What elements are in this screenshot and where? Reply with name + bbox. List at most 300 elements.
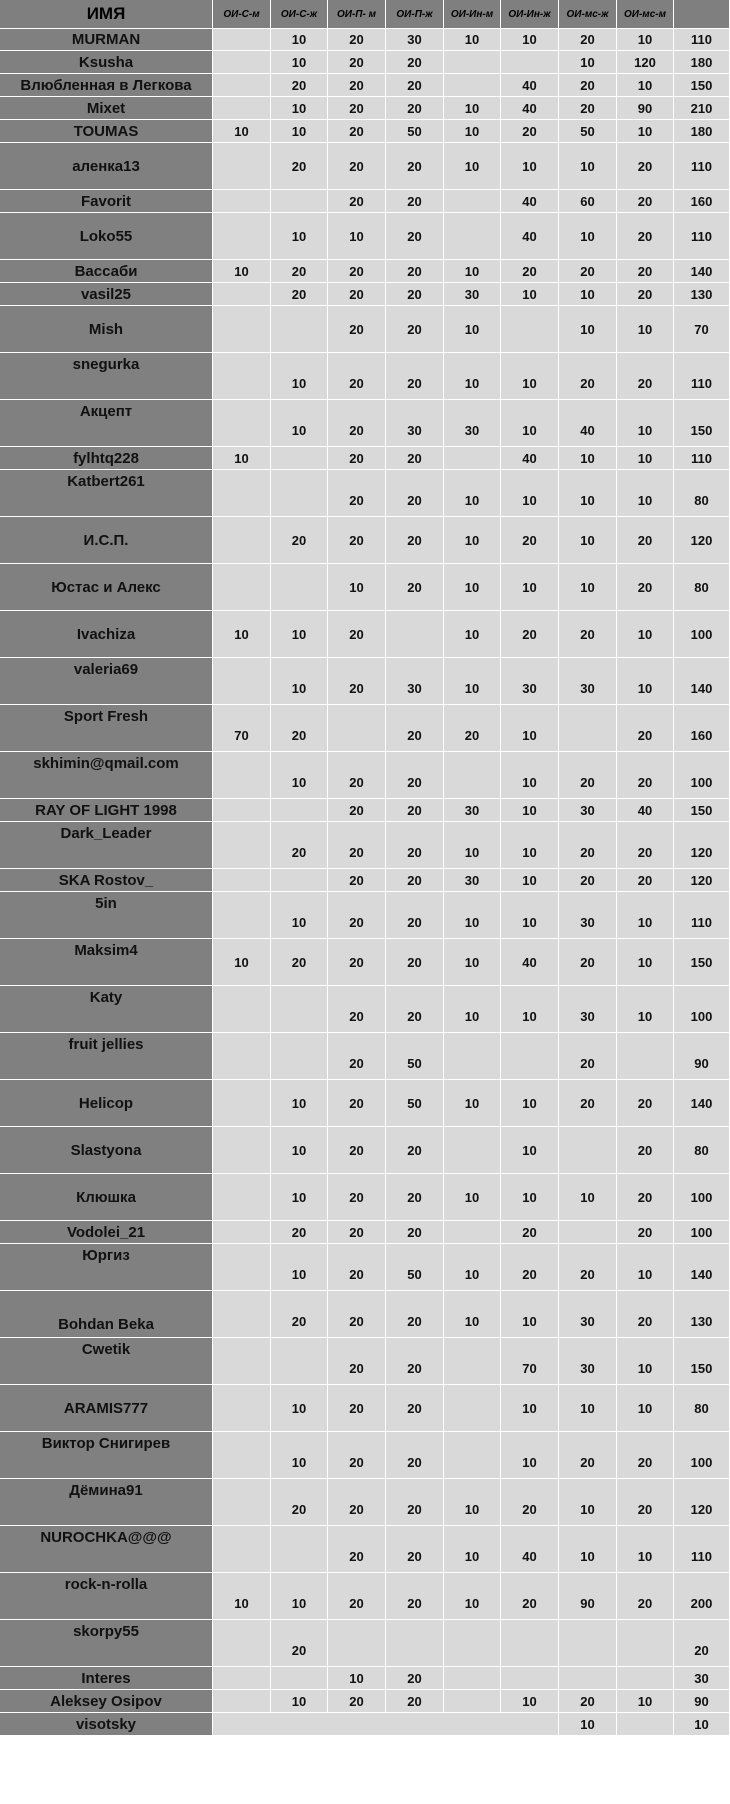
header-row (0, 0, 730, 29)
score-cell: 20 (328, 517, 386, 564)
participant-name: Дёмина91 (0, 1479, 213, 1526)
score-cell: 10 (444, 143, 501, 190)
score-cell: 40 (501, 97, 559, 120)
score-cell: 10 (444, 353, 501, 400)
score-cell: 20 (617, 260, 674, 283)
score-cell: 20 (386, 1690, 444, 1713)
score-cell (271, 306, 328, 353)
score-cell: 10 (617, 1338, 674, 1385)
table-row (0, 1667, 730, 1690)
score-cell (213, 822, 271, 869)
score-cell: 20 (559, 822, 617, 869)
table-row (0, 190, 730, 213)
score-cell: 50 (386, 120, 444, 143)
score-cell: 20 (617, 353, 674, 400)
score-cell (213, 658, 271, 705)
score-cell: 10 (444, 986, 501, 1033)
total-cell: 80 (674, 470, 730, 517)
score-cell (213, 97, 271, 120)
score-cell (559, 1620, 617, 1667)
total-cell: 10 (674, 1713, 730, 1736)
score-cell: 20 (271, 1479, 328, 1526)
score-cell: 20 (328, 190, 386, 213)
score-cell: 10 (271, 1244, 328, 1291)
score-cell: 20 (386, 1221, 444, 1244)
score-cell: 20 (386, 986, 444, 1033)
score-cell: 20 (617, 190, 674, 213)
table-row (0, 51, 730, 74)
participant-name: Mish (0, 306, 213, 353)
score-cell (617, 1033, 674, 1080)
score-cell: 20 (386, 353, 444, 400)
score-cell (271, 1526, 328, 1573)
score-cell: 20 (328, 1291, 386, 1338)
score-cell: 20 (271, 517, 328, 564)
score-cell: 30 (386, 658, 444, 705)
table-row (0, 658, 730, 705)
score-cell: 70 (213, 705, 271, 752)
score-cell: 20 (328, 658, 386, 705)
score-cell: 20 (617, 1573, 674, 1620)
participant-name: Maksim4 (0, 939, 213, 986)
participant-name: NUROCHKA@@@ (0, 1526, 213, 1573)
score-cell: 10 (444, 97, 501, 120)
score-cell: 20 (559, 939, 617, 986)
score-cell (271, 190, 328, 213)
score-cell: 10 (617, 470, 674, 517)
column-header-name: ИМЯ (0, 0, 213, 29)
participant-name: RAY OF LIGHT 1998 (0, 799, 213, 822)
score-cell: 20 (271, 822, 328, 869)
merged-empty-cell (213, 1713, 559, 1736)
score-cell: 20 (328, 611, 386, 658)
score-cell (559, 1221, 617, 1244)
score-cell (444, 1667, 501, 1690)
score-cell: 30 (444, 869, 501, 892)
score-cell: 20 (386, 1174, 444, 1221)
participant-name: Dark_Leader (0, 822, 213, 869)
score-cell (213, 1526, 271, 1573)
total-cell: 100 (674, 1432, 730, 1479)
score-cell (328, 1620, 386, 1667)
score-cell: 10 (617, 986, 674, 1033)
participant-name: Loko55 (0, 213, 213, 260)
table-row (0, 1432, 730, 1479)
score-cell: 10 (444, 611, 501, 658)
score-cell: 20 (328, 1479, 386, 1526)
score-cell: 20 (501, 611, 559, 658)
score-cell (213, 1620, 271, 1667)
score-cell: 10 (444, 1291, 501, 1338)
score-cell: 10 (213, 611, 271, 658)
score-cell: 20 (559, 752, 617, 799)
table-row (0, 564, 730, 611)
score-cell: 10 (328, 213, 386, 260)
score-cell (501, 1620, 559, 1667)
score-cell: 10 (617, 120, 674, 143)
score-cell: 20 (328, 1573, 386, 1620)
score-cell (213, 1385, 271, 1432)
score-cell: 20 (501, 1221, 559, 1244)
score-cell: 20 (328, 143, 386, 190)
table-row (0, 705, 730, 752)
table-row (0, 1573, 730, 1620)
score-cell: 50 (386, 1033, 444, 1080)
total-cell: 120 (674, 517, 730, 564)
score-cell: 10 (444, 1479, 501, 1526)
score-cell: 20 (386, 564, 444, 611)
score-cell (271, 869, 328, 892)
score-cell: 10 (559, 517, 617, 564)
score-cell: 20 (328, 869, 386, 892)
score-cell (271, 564, 328, 611)
score-cell (328, 705, 386, 752)
score-cell (213, 1667, 271, 1690)
score-cell: 20 (617, 283, 674, 306)
participant-name: Mixet (0, 97, 213, 120)
score-cell (213, 213, 271, 260)
score-cell: 20 (328, 752, 386, 799)
total-cell: 90 (674, 1690, 730, 1713)
score-cell: 10 (213, 1573, 271, 1620)
score-cell: 20 (328, 1338, 386, 1385)
table-row (0, 611, 730, 658)
score-cell: 20 (386, 869, 444, 892)
participant-name: vasil25 (0, 283, 213, 306)
score-cell: 30 (386, 400, 444, 447)
score-cell: 20 (271, 260, 328, 283)
total-cell: 80 (674, 564, 730, 611)
score-cell (213, 1174, 271, 1221)
score-cell: 20 (386, 1479, 444, 1526)
score-cell: 10 (328, 1667, 386, 1690)
score-cell: 10 (501, 564, 559, 611)
score-cell (213, 1033, 271, 1080)
participant-name: Slastyona (0, 1127, 213, 1174)
score-cell: 10 (501, 892, 559, 939)
total-cell: 110 (674, 892, 730, 939)
column-header: ОИ-Ин-м (444, 0, 501, 29)
score-cell (386, 1620, 444, 1667)
total-cell: 150 (674, 400, 730, 447)
score-cell: 60 (559, 190, 617, 213)
score-cell (444, 1690, 501, 1713)
score-cell (213, 986, 271, 1033)
score-cell: 20 (501, 1479, 559, 1526)
score-cell: 20 (559, 1033, 617, 1080)
score-cell (213, 1690, 271, 1713)
score-cell: 40 (501, 190, 559, 213)
score-cell: 10 (501, 822, 559, 869)
score-cell: 10 (559, 1526, 617, 1573)
score-cell: 10 (617, 658, 674, 705)
score-cell: 10 (271, 29, 328, 51)
table-row (0, 517, 730, 564)
table-row (0, 1713, 730, 1736)
score-cell: 10 (271, 1174, 328, 1221)
score-cell: 10 (501, 143, 559, 190)
score-cell: 20 (271, 283, 328, 306)
total-cell: 110 (674, 1526, 730, 1573)
score-cell: 20 (328, 97, 386, 120)
score-cell: 10 (501, 1080, 559, 1127)
table-row (0, 120, 730, 143)
score-cell: 20 (617, 1432, 674, 1479)
score-cell: 20 (559, 1690, 617, 1713)
score-cell: 20 (386, 74, 444, 97)
score-cell (559, 705, 617, 752)
score-cell (271, 1338, 328, 1385)
score-cell (213, 1338, 271, 1385)
score-cell (444, 1221, 501, 1244)
score-cell: 10 (501, 1690, 559, 1713)
score-cell: 20 (501, 260, 559, 283)
score-cell: 20 (501, 517, 559, 564)
score-cell: 30 (444, 400, 501, 447)
score-cell (213, 190, 271, 213)
score-cell (271, 447, 328, 470)
score-cell: 10 (559, 143, 617, 190)
column-header: ОИ-Ин-ж (501, 0, 559, 29)
participant-name: Katy (0, 986, 213, 1033)
table-row (0, 1526, 730, 1573)
table-row (0, 353, 730, 400)
total-cell: 90 (674, 1033, 730, 1080)
score-cell: 20 (328, 470, 386, 517)
participant-name: skorpy55 (0, 1620, 213, 1667)
score-cell: 10 (501, 986, 559, 1033)
score-cell (444, 1338, 501, 1385)
total-cell: 140 (674, 1080, 730, 1127)
score-cell: 10 (444, 306, 501, 353)
participant-name: rock-n-rolla (0, 1573, 213, 1620)
score-cell: 10 (617, 1690, 674, 1713)
score-cell (213, 51, 271, 74)
total-cell: 150 (674, 74, 730, 97)
score-cell (213, 470, 271, 517)
score-cell: 10 (617, 74, 674, 97)
score-cell (213, 1244, 271, 1291)
score-cell: 10 (501, 799, 559, 822)
column-header: ОИ-мс-м (617, 0, 674, 29)
score-cell: 20 (328, 260, 386, 283)
total-cell: 20 (674, 1620, 730, 1667)
score-cell (501, 51, 559, 74)
table-row (0, 1385, 730, 1432)
score-cell (213, 1291, 271, 1338)
total-cell: 100 (674, 1174, 730, 1221)
score-cell: 10 (559, 283, 617, 306)
score-cell: 10 (271, 1573, 328, 1620)
score-cell (213, 892, 271, 939)
score-cell: 20 (328, 74, 386, 97)
score-cell: 10 (617, 306, 674, 353)
table-row (0, 822, 730, 869)
score-cell: 20 (617, 517, 674, 564)
table-row (0, 1479, 730, 1526)
table-row (0, 1080, 730, 1127)
score-cell (213, 752, 271, 799)
score-cell: 10 (501, 1127, 559, 1174)
score-cell: 20 (328, 447, 386, 470)
score-cell: 10 (213, 447, 271, 470)
table-row (0, 799, 730, 822)
score-cell: 20 (617, 752, 674, 799)
score-cell: 10 (444, 470, 501, 517)
score-cell: 20 (386, 283, 444, 306)
table-row (0, 892, 730, 939)
score-cell: 10 (501, 705, 559, 752)
score-cell (271, 1667, 328, 1690)
score-cell: 20 (617, 143, 674, 190)
score-cell (213, 799, 271, 822)
table-row (0, 260, 730, 283)
score-cell (444, 1432, 501, 1479)
score-cell: 20 (386, 213, 444, 260)
score-cell: 20 (328, 1432, 386, 1479)
participant-name: Helicop (0, 1080, 213, 1127)
score-cell: 10 (271, 400, 328, 447)
score-cell: 10 (444, 1526, 501, 1573)
score-cell: 10 (501, 29, 559, 51)
table-row (0, 1033, 730, 1080)
score-cell: 20 (617, 1127, 674, 1174)
score-cell: 10 (501, 1291, 559, 1338)
score-cell: 10 (444, 260, 501, 283)
score-cell: 10 (617, 939, 674, 986)
score-cell: 30 (559, 1338, 617, 1385)
score-cell (617, 1667, 674, 1690)
score-cell: 10 (213, 939, 271, 986)
column-header: ОИ-мс-ж (559, 0, 617, 29)
participant-name: SKA Rostov_ (0, 869, 213, 892)
score-cell (213, 29, 271, 51)
score-cell: 10 (559, 1174, 617, 1221)
score-cell: 10 (617, 611, 674, 658)
score-cell: 20 (559, 29, 617, 51)
score-cell: 10 (559, 1479, 617, 1526)
score-cell: 20 (559, 97, 617, 120)
table-row (0, 143, 730, 190)
score-cell: 10 (559, 306, 617, 353)
score-cell: 20 (386, 447, 444, 470)
table-row (0, 400, 730, 447)
score-cell: 20 (328, 353, 386, 400)
total-cell: 150 (674, 1338, 730, 1385)
total-cell: 80 (674, 1127, 730, 1174)
score-cell: 10 (271, 120, 328, 143)
table-row (0, 447, 730, 470)
table-row (0, 869, 730, 892)
score-cell: 20 (271, 939, 328, 986)
score-cell: 20 (386, 939, 444, 986)
table-row (0, 29, 730, 51)
score-cell (213, 400, 271, 447)
score-cell: 20 (386, 1526, 444, 1573)
total-cell: 120 (674, 869, 730, 892)
score-cell: 40 (501, 213, 559, 260)
score-cell: 10 (271, 213, 328, 260)
score-cell: 20 (386, 306, 444, 353)
score-cell (213, 1127, 271, 1174)
participant-name: аленка13 (0, 143, 213, 190)
score-cell: 30 (559, 986, 617, 1033)
score-cell: 10 (559, 51, 617, 74)
score-cell: 20 (386, 1432, 444, 1479)
participant-name: Favorit (0, 190, 213, 213)
score-cell (213, 283, 271, 306)
score-cell: 10 (501, 353, 559, 400)
score-cell: 10 (617, 400, 674, 447)
score-cell: 10 (501, 1385, 559, 1432)
score-cell (444, 752, 501, 799)
score-cell: 20 (617, 1174, 674, 1221)
score-cell: 20 (386, 190, 444, 213)
score-cell (213, 306, 271, 353)
score-cell: 10 (444, 658, 501, 705)
score-cell: 20 (386, 1385, 444, 1432)
score-cell: 10 (559, 564, 617, 611)
score-cell: 20 (328, 822, 386, 869)
score-cell: 20 (559, 869, 617, 892)
score-cell: 10 (617, 447, 674, 470)
score-cell: 20 (328, 1690, 386, 1713)
score-cell: 20 (328, 29, 386, 51)
score-cell: 20 (386, 705, 444, 752)
participant-name: Вассаби (0, 260, 213, 283)
total-cell: 100 (674, 1221, 730, 1244)
score-cell: 40 (559, 400, 617, 447)
score-cell (213, 353, 271, 400)
score-cell: 20 (617, 869, 674, 892)
score-cell: 20 (617, 1080, 674, 1127)
score-cell: 10 (271, 658, 328, 705)
score-cell: 10 (617, 1244, 674, 1291)
score-cell: 10 (271, 611, 328, 658)
total-cell: 160 (674, 705, 730, 752)
score-cell: 20 (328, 1221, 386, 1244)
score-cell (444, 1385, 501, 1432)
score-cell: 20 (328, 1080, 386, 1127)
score-cell: 20 (328, 1526, 386, 1573)
participant-name: Юргиз (0, 1244, 213, 1291)
score-cell (213, 869, 271, 892)
score-cell: 30 (559, 892, 617, 939)
score-cell (271, 1033, 328, 1080)
score-cell: 10 (213, 260, 271, 283)
table-row (0, 1620, 730, 1667)
score-cell: 20 (271, 1620, 328, 1667)
score-cell: 40 (617, 799, 674, 822)
score-cell: 20 (559, 1080, 617, 1127)
participant-name: Bohdan Beka (0, 1291, 213, 1338)
total-cell: 110 (674, 143, 730, 190)
total-cell: 180 (674, 51, 730, 74)
score-cell: 10 (501, 1432, 559, 1479)
participant-name: TOUMAS (0, 120, 213, 143)
score-cell (213, 517, 271, 564)
table-row (0, 1338, 730, 1385)
total-cell: 140 (674, 260, 730, 283)
score-cell (213, 143, 271, 190)
participant-name: fylhtq228 (0, 447, 213, 470)
score-cell: 10 (328, 564, 386, 611)
score-cell (271, 470, 328, 517)
score-cell: 10 (617, 1526, 674, 1573)
score-cell: 20 (559, 353, 617, 400)
score-cell: 20 (386, 1338, 444, 1385)
score-cell: 20 (328, 1174, 386, 1221)
